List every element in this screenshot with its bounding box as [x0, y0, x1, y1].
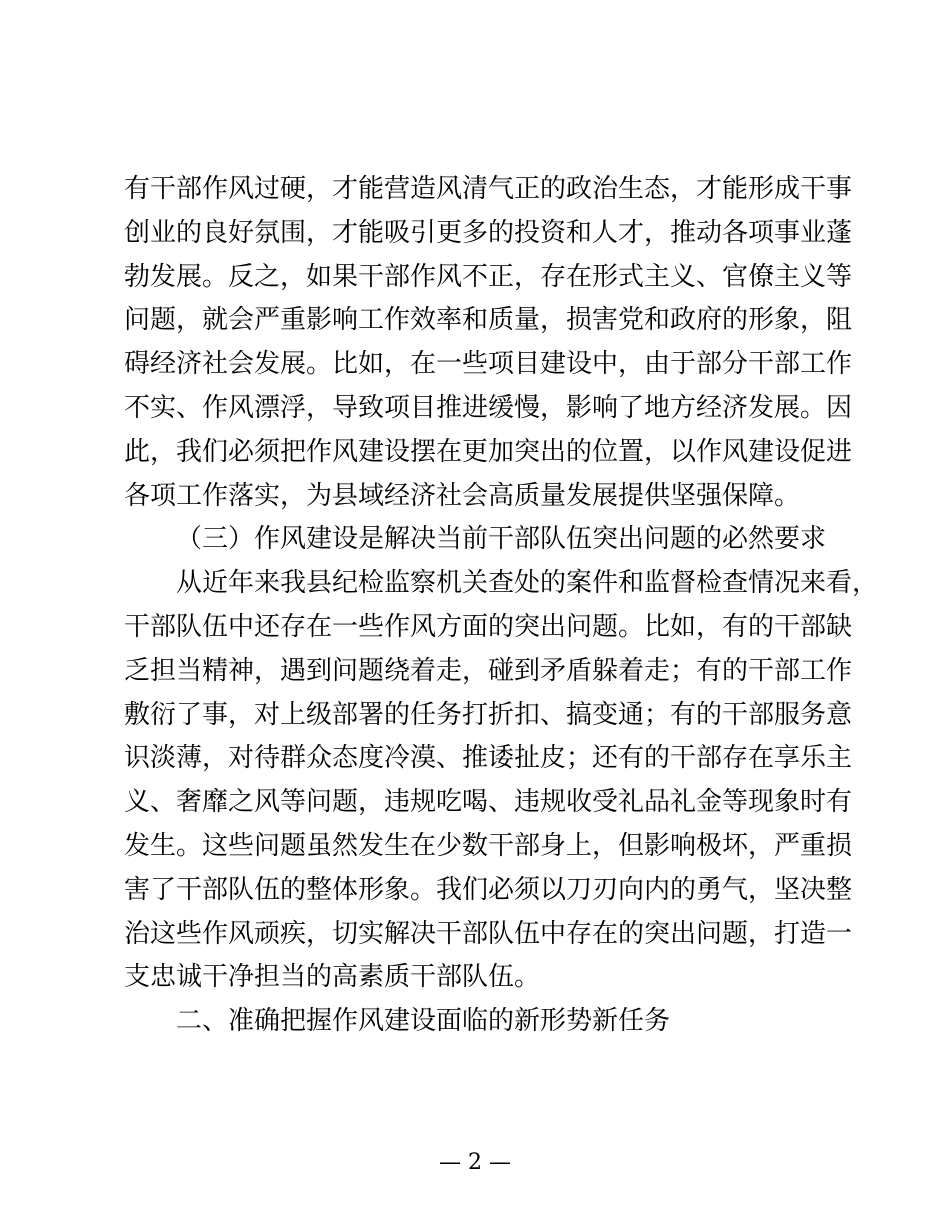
- text-line: 敷衍了事，对上级部署的任务打折扣、搞变通；有的干部服务意: [124, 699, 853, 730]
- text-line: 勃发展。反之，如果干部作风不正，存在形式主义、官僚主义等: [124, 261, 853, 292]
- text-line: 创业的良好氛围，才能吸引更多的投资和人才，推动各项事业蓬: [124, 217, 853, 248]
- text-line: 干部队伍中还存在一些作风方面的突出问题。比如，有的干部缺: [124, 611, 853, 642]
- section-heading: （三）作风建设是解决当前干部队伍突出问题的必然要求: [176, 524, 827, 555]
- text-line: 发生。这些问题虽然发生在少数干部身上，但影响极坏，严重损: [124, 830, 853, 861]
- text-line: 此，我们必须把作风建设摆在更加突出的位置，以作风建设促进: [124, 436, 853, 467]
- section-heading: 二、准确把握作风建设面临的新形势新任务: [176, 1006, 671, 1037]
- text-line: 乏担当精神，遇到问题绕着走，碰到矛盾躲着走；有的干部工作: [124, 655, 853, 686]
- paragraph-first-line: 从近年来我县纪检监察机关查处的案件和监督检查情况来看，: [176, 568, 879, 599]
- text-line: 不实、作风漂浮，导致项目推进缓慢，影响了地方经济发展。因: [124, 392, 853, 423]
- text-line: 识淡薄，对待群众态度冷漠、推诿扯皮；还有的干部存在享乐主: [124, 743, 853, 774]
- document-body: [124, 168, 879, 1044]
- text-line: 有干部作风过硬，才能营造风清气正的政治生态，才能形成干事: [124, 174, 853, 204]
- text-line: 支忠诚干净担当的高素质干部队伍。: [124, 962, 541, 993]
- text-line: 害了干部队伍的整体形象。我们必须以刀刃向内的勇气，坚决整: [124, 874, 853, 905]
- text-line: 义、奢靡之风等问题，违规吃喝、违规收受礼品礼金等现象时有: [124, 787, 853, 818]
- text-line: 碍经济社会发展。比如，在一些项目建设中，由于部分干部工作: [124, 349, 853, 380]
- page-number: — 2 —: [439, 1150, 511, 1175]
- text-line: 各项工作落实，为县域经济社会高质量发展提供坚强保障。: [124, 480, 801, 511]
- text-line: 问题，就会严重影响工作效率和质量，损害党和政府的形象，阻: [124, 305, 853, 336]
- text-line: 治这些作风顽疾，切实解决干部队伍中存在的突出问题，打造一: [124, 918, 853, 949]
